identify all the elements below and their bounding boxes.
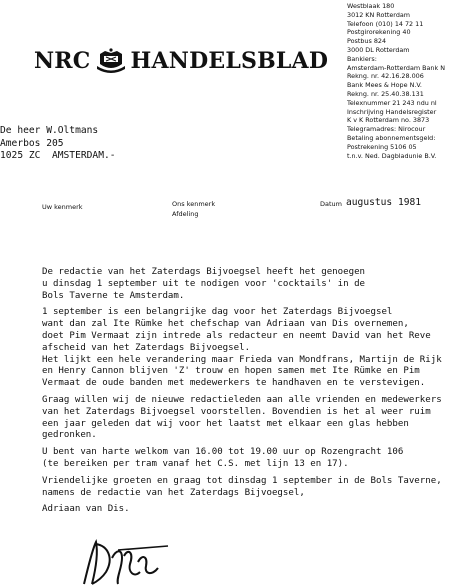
masthead-left-text: NRC: [34, 48, 91, 74]
letter-body: [42, 267, 466, 521]
sidebar-line: Amsterdam-Rotterdam Bank N: [347, 63, 445, 72]
sidebar-line: 3000 DL Rotterdam: [347, 45, 410, 54]
address-line: 1025 ZC AMSTERDAM.-: [0, 150, 116, 161]
ons-kenmerk-label: Ons kenmerk: [172, 200, 216, 208]
sidebar-line: Bankiers:: [347, 54, 377, 63]
address-line: Amerbos 205: [0, 137, 64, 149]
handwritten-signature-icon: [78, 538, 178, 587]
paragraph: Vriendelijke groeten en graag tot dinsdag 1 september in de Bols Taverne, namens de redactie van het Zaterdags Bijvoegsel,: [42, 475, 442, 498]
newspaper-crest-icon: [96, 48, 126, 74]
sidebar-line: Inschrijving Handelsregister: [347, 107, 437, 116]
afdeling-label: Afdeling: [172, 210, 199, 218]
sidebar-line: Westblaak 180: [347, 2, 395, 10]
sidebar-line: 3012 KN Rotterdam: [347, 10, 411, 19]
sidebar-line: Betaling abonnementsgeld:: [347, 133, 436, 142]
sidebar-line: K v K Rotterdam no. 3873: [347, 116, 430, 125]
recipient-address: [0, 125, 116, 163]
sidebar-line: Rekng. nr. 25.40.38.131: [347, 89, 424, 98]
uw-kenmerk-label: Uw kenmerk: [42, 203, 83, 211]
masthead: [34, 46, 328, 76]
datum-label: Datum: [320, 200, 342, 208]
paragraph: 1 september is een belangrijke dag voor het Zaterdags Bijvoegsel want dan zal Ite Rümke het chefschap van Adriaan van Dis overnemen, doet Pim Vermaat zijn intrede als redacteur en neemt David van het Reve afscheid van het Zaterdags Bijvoegsel. Het lijkt een hele verandering maar Frieda van Mondfrans, Martijn de Rijk en Henry Cannon blijven 'Z' trouw en hopen samen met Ite Rümke en Pim Vermaat de oude banden met medewerkers te handhaven en te verstevigen.: [42, 307, 442, 389]
address-line: De heer W.Oltmans: [0, 125, 99, 136]
sidebar-line: Telegramadres: Nirocour: [347, 125, 426, 134]
sidebar-line: Rekng. nr. 42.16.28.006: [347, 72, 424, 81]
paragraph: De redactie van het Zaterdags Bijvoegsel heeft het genoegen u dinsdag 1 september uit te nodigen voor 'cocktails' in de Bols Taverne te Amsterdam.: [42, 267, 366, 301]
sign-off: Adriaan van Dis.: [42, 504, 130, 515]
company-info-sidebar: [347, 2, 470, 160]
date-value: augustus 1981: [346, 197, 422, 208]
sidebar-line: Postrekening 5106 05: [347, 142, 417, 151]
sidebar-line: Bank Mees & Hope N.V.: [347, 81, 422, 90]
sidebar-line: Postbus 824: [347, 37, 387, 46]
sidebar-line: t.n.v. Ned. Dagbladunie B.V.: [347, 151, 437, 160]
paragraph: U bent van harte welkom van 16.00 tot 19.00 uur op Rozengracht 106 (te bereiken per tram vanaf het C.S. met lijn 13 en 17).: [42, 447, 404, 469]
paragraph: Graag willen wij de nieuwe redactieleden aan alle vrienden en medewerkers van het Zaterdags Bijvoegsel voorstellen. Bovendien is het al weer ruim een jaar geleden dat wij voor het laatst met elkaar een glas hebben gedronken.: [42, 394, 442, 441]
masthead-right-text: HANDELSBLAD: [130, 48, 329, 74]
sidebar-line: Telefoon (010) 14 72 11: [347, 19, 424, 28]
sidebar-line: Telexnummer 21 243 ndu nl: [347, 98, 437, 107]
sidebar-line: Postgirorekening 40: [347, 28, 411, 37]
